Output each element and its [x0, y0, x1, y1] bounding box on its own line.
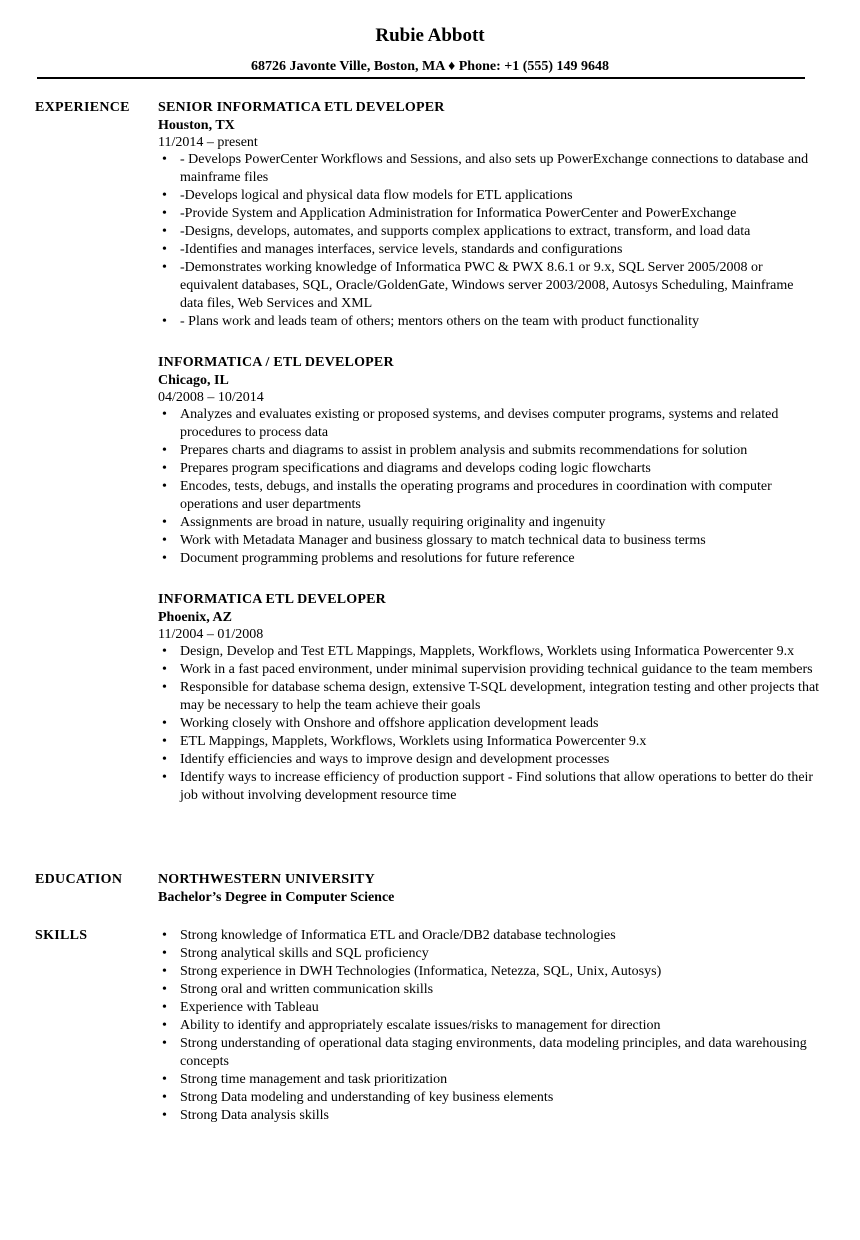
bullet-item: • Prepares program specifications and diagrams and develops coding logic flowcharts	[158, 460, 820, 478]
job-location: Houston, TX	[158, 118, 235, 133]
skill-item: • Strong Data modeling and understanding of key business elements	[158, 1089, 820, 1107]
experience-heading: EXPERIENCE	[35, 100, 130, 115]
skills-list-wrap	[158, 927, 820, 1125]
skill-item: • Strong oral and written communication skills	[158, 981, 820, 999]
experience-list	[158, 99, 820, 805]
bullet-item: • Encodes, tests, debugs, and installs the operating programs and procedures in coordination with computer operations and user departments	[158, 478, 820, 514]
bullet-item: • Analyzes and evaluates existing or proposed systems, and devises computer programs, systems and related procedures to process data	[158, 406, 820, 442]
education-heading: EDUCATION	[35, 872, 123, 887]
job-location: Chicago, IL	[158, 373, 229, 388]
bullet-item: • Design, Develop and Test ETL Mappings, Mapplets, Workflows, Worklets using Informatica Powercenter 9.x	[158, 643, 820, 661]
skills-heading: SKILLS	[35, 928, 88, 943]
job-dates: 11/2014 – present	[158, 135, 258, 150]
job-title: INFORMATICA / ETL DEVELOPER	[158, 355, 394, 370]
job-location: Phoenix, AZ	[158, 610, 232, 625]
job-title: SENIOR INFORMATICA ETL DEVELOPER	[158, 100, 445, 115]
bullet-item: • -Designs, develops, automates, and supports complex applications to extract, transform, and load data	[158, 223, 820, 241]
job-entry	[158, 99, 820, 331]
bullet-item: • -Identifies and manages interfaces, service levels, standards and configurations	[158, 241, 820, 259]
bullet-item: • Assignments are broad in nature, usually requiring originality and ingenuity	[158, 514, 820, 532]
job-entry	[158, 591, 820, 805]
candidate-name: Rubie Abbott	[375, 25, 485, 46]
skill-item: • Strong understanding of operational data staging environments, data modeling principles, and data warehousing concepts	[158, 1035, 820, 1071]
bullet-item: • Work in a fast paced environment, under minimal supervision providing technical guidance to the team members	[158, 661, 820, 679]
job-entry	[158, 354, 820, 568]
degree: Bachelor’s Degree in Computer Science	[158, 890, 395, 905]
education-entry	[158, 871, 820, 907]
skill-item: • Ability to identify and appropriately escalate issues/risks to management for direction	[158, 1017, 820, 1035]
job-bullets	[158, 406, 820, 568]
skill-item: • Experience with Tableau	[158, 999, 820, 1017]
job-dates: 04/2008 – 10/2014	[158, 390, 264, 405]
bullet-item: • Document programming problems and resolutions for future reference	[158, 550, 820, 568]
job-dates: 11/2004 – 01/2008	[158, 627, 264, 642]
bullet-item: • Identify efficiencies and ways to improve design and development processes	[158, 751, 820, 769]
job-bullets	[158, 151, 820, 331]
bullet-item: • Work with Metadata Manager and business glossary to match technical data to business terms	[158, 532, 820, 550]
skill-item: • Strong Data analysis skills	[158, 1107, 820, 1125]
skill-item: • Strong time management and task prioritization	[158, 1071, 820, 1089]
job-bullets	[158, 643, 820, 805]
bullet-item: • Identify ways to increase efficiency of production support - Find solutions that allow operations to better do their job without involving development resource time	[158, 769, 820, 805]
bullet-item: • -Demonstrates working knowledge of Informatica PWC & PWX 8.6.1 or 9.x, SQL Server 2005/2008 or equivalent databases, SQL, Oracle/GoldenGate, Windows server 2003/2008, Autosys Scheduling, Mainframe data files, Web Services and XML	[158, 259, 820, 313]
skills-list	[158, 927, 820, 1125]
school-name: NORTHWESTERN UNIVERSITY	[158, 872, 375, 887]
bullet-item: • Prepares charts and diagrams to assist in problem analysis and submits recommendations for solution	[158, 442, 820, 460]
job-title: INFORMATICA ETL DEVELOPER	[158, 592, 386, 607]
bullet-item: • - Plans work and leads team of others; mentors others on the team with product functionality	[158, 313, 820, 331]
skill-item: • Strong analytical skills and SQL proficiency	[158, 945, 820, 963]
bullet-item: • - Develops PowerCenter Workflows and Sessions, and also sets up PowerExchange connections to database and mainframe files	[158, 151, 820, 187]
bullet-item: • -Provide System and Application Administration for Informatica PowerCenter and PowerExchange	[158, 205, 820, 223]
bullet-item: • -Develops logical and physical data flow models for ETL applications	[158, 187, 820, 205]
bullet-item: • Working closely with Onshore and offshore application development leads	[158, 715, 820, 733]
bullet-item: • ETL Mappings, Mapplets, Workflows, Worklets using Informatica Powercenter 9.x	[158, 733, 820, 751]
contact-line: 68726 Javonte Ville, Boston, MA ♦ Phone: +1 (555) 149 9648	[250, 59, 610, 74]
bullet-item: • Responsible for database schema design, extensive T-SQL development, integration testing and other projects that may be necessary to help the team achieve their goals	[158, 679, 820, 715]
skill-item: • Strong experience in DWH Technologies (Informatica, Netezza, SQL, Unix, Autosys)	[158, 963, 820, 981]
header-divider	[37, 77, 805, 79]
skill-item: • Strong knowledge of Informatica ETL and Oracle/DB2 database technologies	[158, 927, 820, 945]
